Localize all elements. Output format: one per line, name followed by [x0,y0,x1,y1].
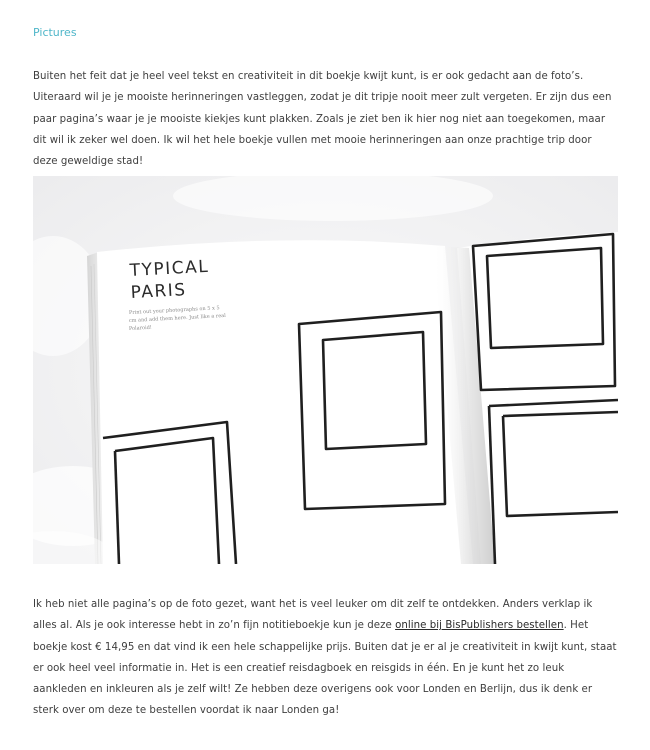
bispublishers-order-link[interactable]: online bij BisPublishers bestellen [395,620,564,632]
outro-text-after-link: . Het boekje kost € 14,95 en dat vind ik een hele schappelijke prijs. Buiten dat je er al je creativiteit in kwijt kunt, staat er ook heel veel informatie in. Het is een creatief reisdagboek en reisgids in één. En je kunt het zo leuk aankleden en inkleuren als je zelf wilt! Ze hebben deze overigens ook voor Londen en Berlijn, dus ik denk er sterk over om deze te bestellen voordat ik naar Londen ga! [33,620,617,717]
book-instruction-line3: Polaroid! [128,324,153,332]
book-title-line2: PARIS [130,280,188,303]
book-instruction-line2: cm and add them here. Just like a real [128,312,226,324]
notebook-photo [33,176,618,564]
intro-paragraph: Buiten het feit dat je heel veel tekst en creativiteit in dit boekje kwijt kunt, is er ook gedacht aan de foto’s. Uiteraard wil je je mooiste herinneringen vastleggen, zodat je dit tripje nooit meer zult vergeten. Er zijn dus een paar pagina’s waar je je mooiste kiekjes kunt plakken. Zoals je ziet ben ik hier nog niet aan toegekomen, maar dit wil ik zeker wel doen. Ik wil het hele boekje vullen met mooie herinneringen aan onze prachtige trip door deze geweldige stad! [33,71,612,168]
section-heading: Pictures [33,26,77,39]
book-instruction-line1: Print out your photographs on 5 x 5 [128,305,220,316]
book-title-line1: TYPICAL [129,256,210,281]
outro-paragraph [33,594,619,722]
outro-text-before-link: Ik heb niet alle pagina’s op de foto gezet, want het is veel leuker om dit zelf te ontdekken. Anders verklap ik alles al. Als je ook interesse hebt in zo’n fijn notitieboekje kun je deze [33,599,593,632]
notebook-illustration [33,176,618,564]
